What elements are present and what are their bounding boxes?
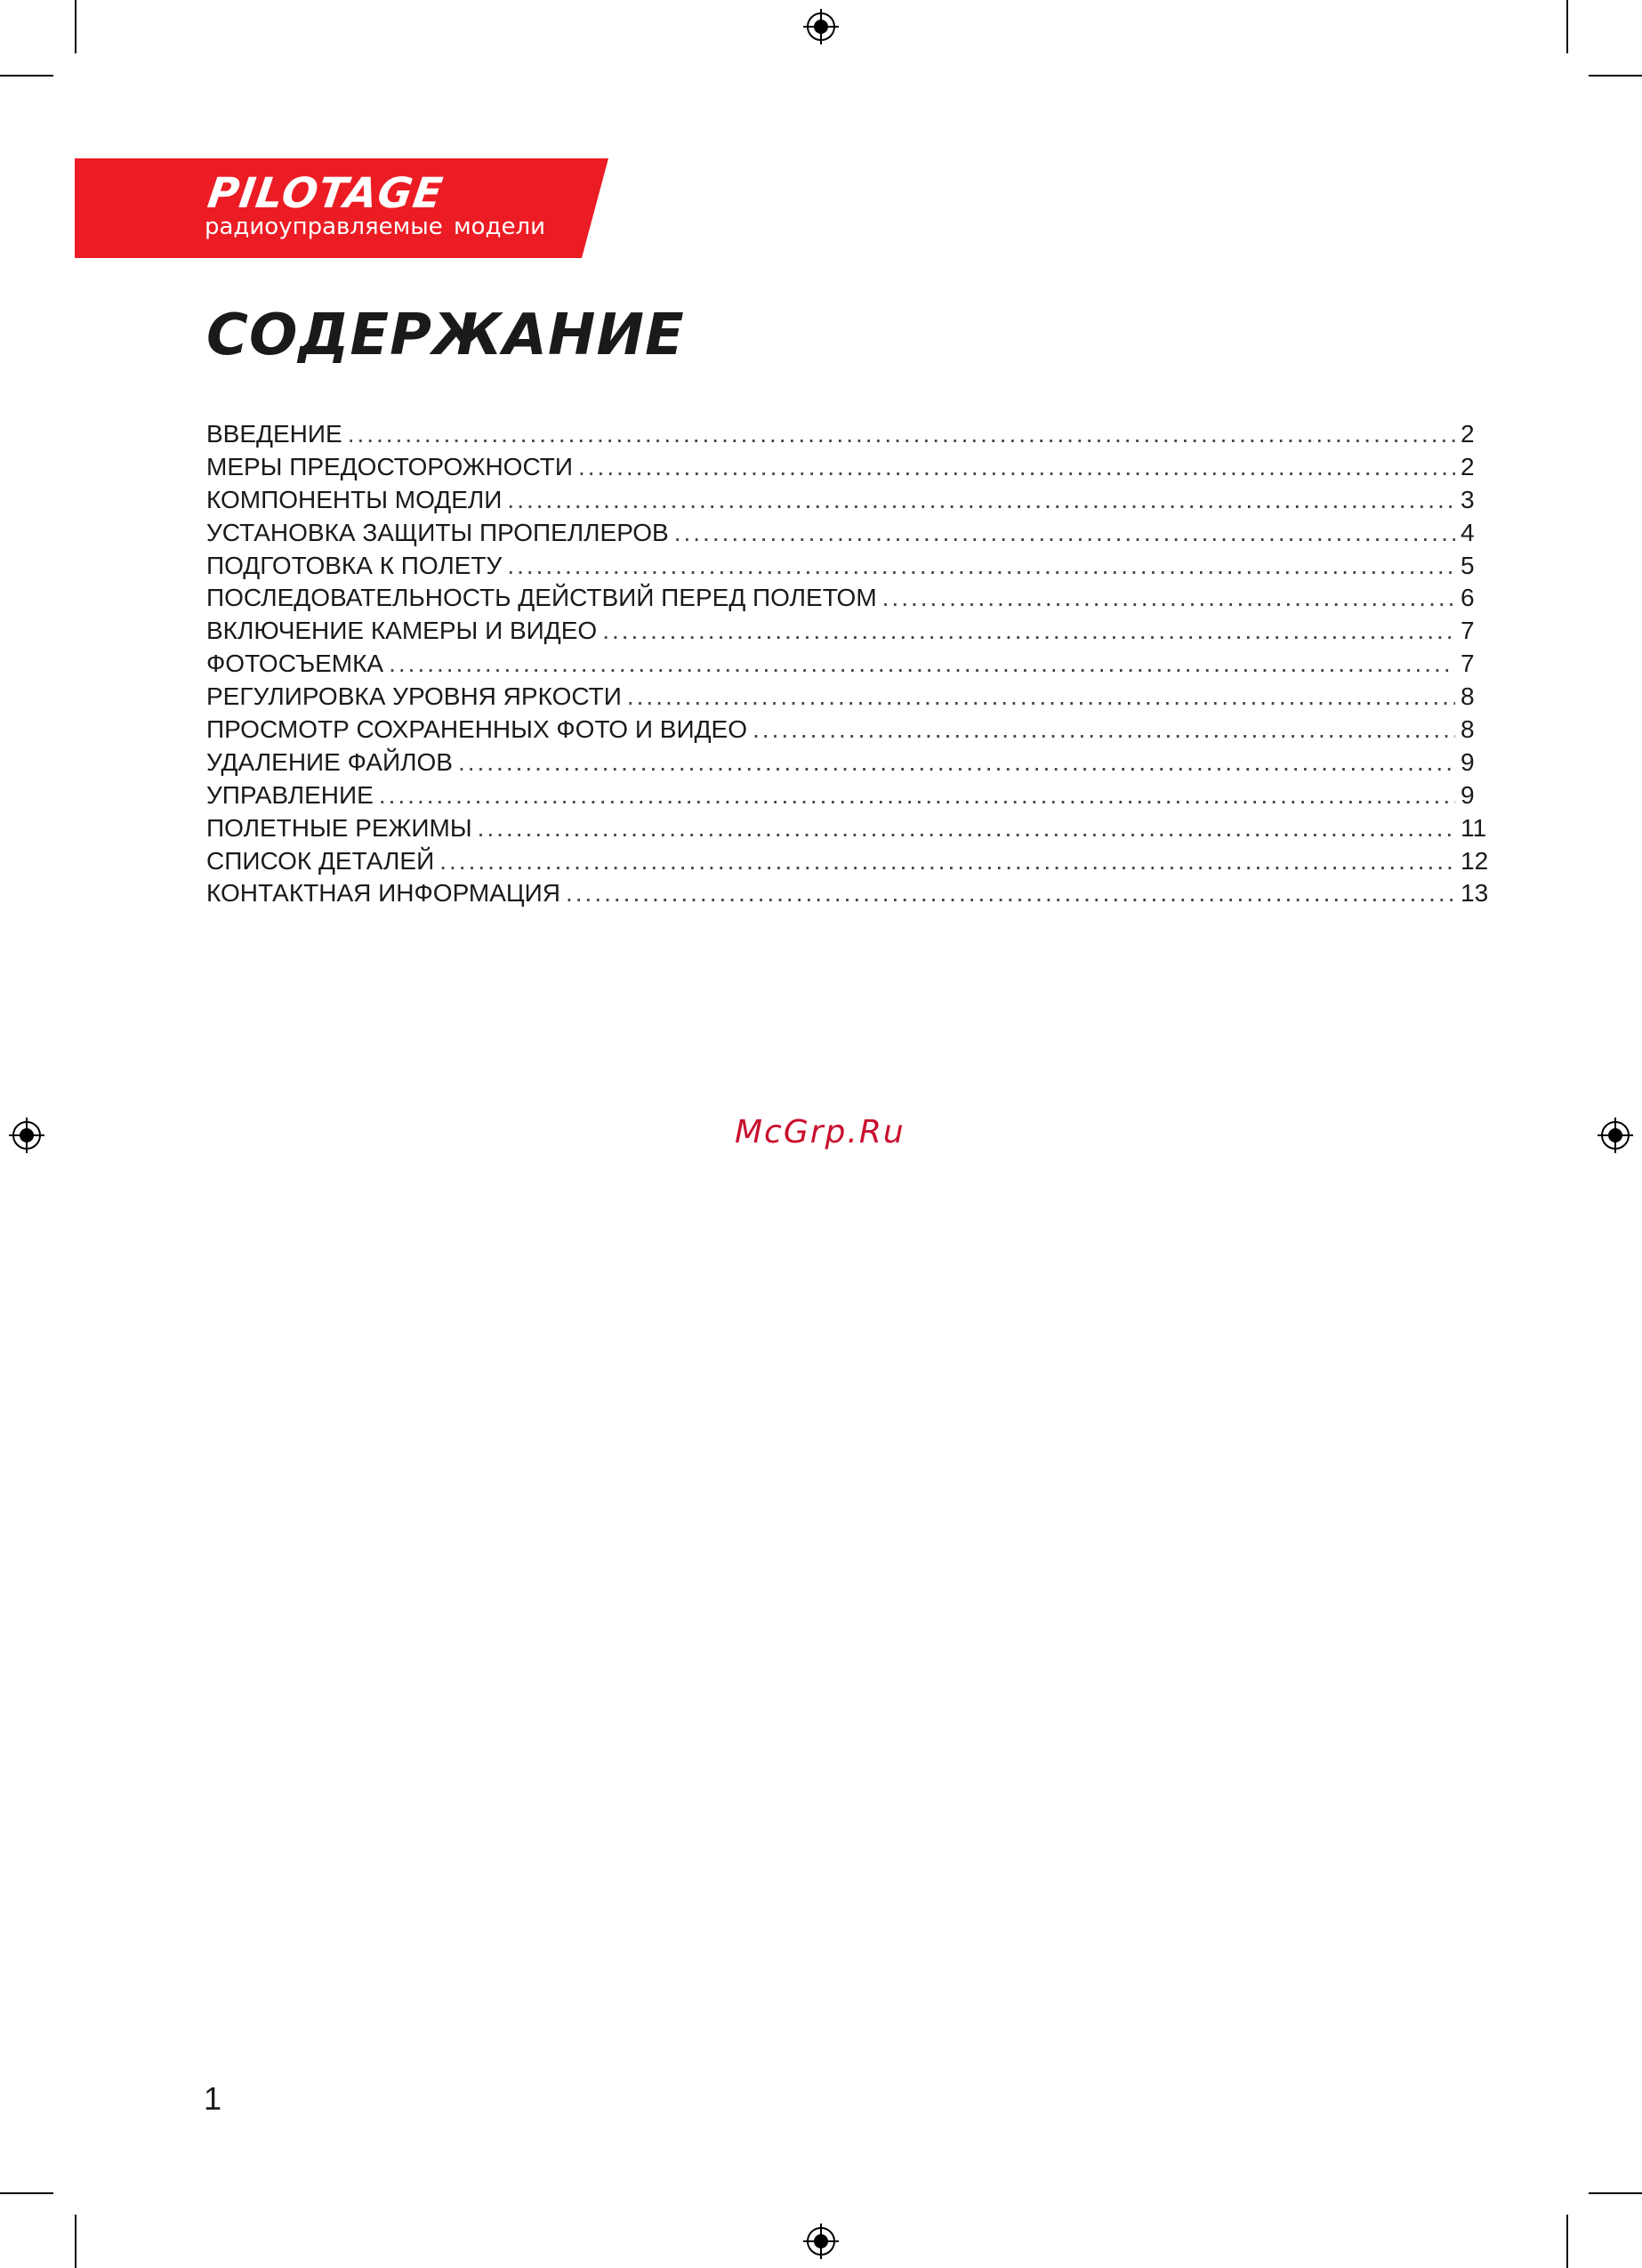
toc-entry[interactable] xyxy=(206,879,1496,912)
crop-mark xyxy=(1589,75,1642,77)
toc-dot-leader xyxy=(882,584,1455,612)
logo-subtitle: радиоуправляемые модели xyxy=(205,214,546,240)
toc-dot-leader xyxy=(753,715,1455,744)
toc-entry[interactable] xyxy=(206,847,1496,880)
toc-entry-label: МЕРЫ ПРЕДОСТОРОЖНОСТИ xyxy=(206,452,573,480)
toc-entry-label: КОНТАКТНАЯ ИНФОРМАЦИЯ xyxy=(206,879,560,908)
toc-entry-page: 6 xyxy=(1461,584,1475,612)
toc-entry-label: ВКЛЮЧЕНИЕ КАМЕРЫ И ВИДЕО xyxy=(206,617,598,645)
toc-entry-label: ПОДГОТОВКА К ПОЛЕТУ xyxy=(206,551,503,579)
toc-entry-page: 2 xyxy=(1461,452,1475,480)
toc-entry-page: 3 xyxy=(1461,485,1475,513)
toc-dot-leader xyxy=(566,879,1455,908)
registration-mark-icon xyxy=(803,9,839,44)
toc-entry-label: КОМПОНЕНТЫ МОДЕЛИ xyxy=(206,485,503,513)
toc-entry-label: ПОСЛЕДОВАТЕЛЬНОСТЬ ДЕЙСТВИЙ ПЕРЕД ПОЛЕТОМ xyxy=(206,584,877,612)
toc-entry-page: 2 xyxy=(1461,420,1475,448)
toc-entry-page: 11 xyxy=(1461,813,1487,842)
toc-entry-page: 12 xyxy=(1461,846,1489,875)
toc-dot-leader xyxy=(507,552,1455,580)
toc-entry[interactable] xyxy=(206,453,1496,486)
watermark-text[interactable]: McGrp.Ru xyxy=(735,1114,906,1150)
logo-brand-text: PILOTAGE xyxy=(205,169,447,218)
toc-entry[interactable] xyxy=(206,584,1496,617)
registration-mark-icon xyxy=(803,2224,839,2259)
toc-entry[interactable] xyxy=(206,486,1496,519)
toc-entry-label: РЕГУЛИРОВКА УРОВНЯ ЯРКОСТИ xyxy=(206,682,622,711)
toc-entry[interactable] xyxy=(206,420,1496,453)
toc-entry-page: 8 xyxy=(1461,715,1475,744)
toc-dot-leader xyxy=(439,847,1455,876)
toc-entry-page: 7 xyxy=(1461,650,1475,678)
toc-dot-leader xyxy=(348,420,1455,448)
table-of-contents xyxy=(206,420,1496,912)
toc-entry-label: ФОТОСЪЕМКА xyxy=(206,650,384,678)
toc-dot-leader xyxy=(379,781,1455,810)
toc-entry[interactable] xyxy=(206,617,1496,650)
crop-mark xyxy=(75,2215,76,2268)
toc-entry[interactable] xyxy=(206,552,1496,585)
toc-dot-leader xyxy=(507,486,1455,514)
toc-entry[interactable] xyxy=(206,682,1496,715)
crop-mark xyxy=(0,75,53,77)
toc-entry[interactable] xyxy=(206,814,1496,847)
page-number: 1 xyxy=(204,2080,222,2117)
toc-entry-page: 9 xyxy=(1461,747,1475,776)
toc-entry[interactable] xyxy=(206,748,1496,781)
toc-dot-leader xyxy=(627,682,1455,711)
registration-mark-icon xyxy=(1598,1118,1633,1153)
crop-mark xyxy=(1589,2192,1642,2194)
toc-entry-page: 7 xyxy=(1461,617,1475,645)
toc-dot-leader xyxy=(578,453,1455,481)
toc-entry[interactable] xyxy=(206,650,1496,682)
crop-mark xyxy=(0,2192,53,2194)
toc-entry-page: 8 xyxy=(1461,682,1475,711)
crop-mark xyxy=(1566,0,1568,53)
toc-entry-label: УДАЛЕНИЕ ФАЙЛОВ xyxy=(206,747,453,776)
toc-dot-leader xyxy=(458,748,1455,777)
toc-entry-page: 4 xyxy=(1461,518,1475,546)
toc-entry[interactable] xyxy=(206,715,1496,748)
toc-entry-label: ВВЕДЕНИЕ xyxy=(206,420,342,448)
toc-entry-label: СПИСОК ДЕТАЛЕЙ xyxy=(206,846,435,875)
crop-mark xyxy=(75,0,76,53)
page-title: СОДЕРЖАНИЕ xyxy=(206,303,685,368)
toc-dot-leader xyxy=(602,617,1455,645)
toc-entry-page: 5 xyxy=(1461,551,1475,579)
crop-mark xyxy=(1566,2215,1568,2268)
brand-logo xyxy=(75,158,608,258)
toc-entry-label: ПРОСМОТР СОХРАНЕННЫХ ФОТО И ВИДЕО xyxy=(206,715,747,744)
toc-entry-label: ПОЛЕТНЫЕ РЕЖИМЫ xyxy=(206,813,472,842)
toc-dot-leader xyxy=(674,519,1455,547)
toc-entry-page: 13 xyxy=(1461,879,1489,908)
toc-entry-label: УСТАНОВКА ЗАЩИТЫ ПРОПЕЛЛЕРОВ xyxy=(206,518,669,546)
toc-entry[interactable] xyxy=(206,519,1496,552)
registration-mark-icon xyxy=(9,1118,44,1153)
toc-entry-label: УПРАВЛЕНИЕ xyxy=(206,780,374,809)
toc-entry[interactable] xyxy=(206,781,1496,814)
toc-entry-page: 9 xyxy=(1461,780,1475,809)
toc-dot-leader xyxy=(389,650,1455,678)
toc-dot-leader xyxy=(478,814,1455,843)
